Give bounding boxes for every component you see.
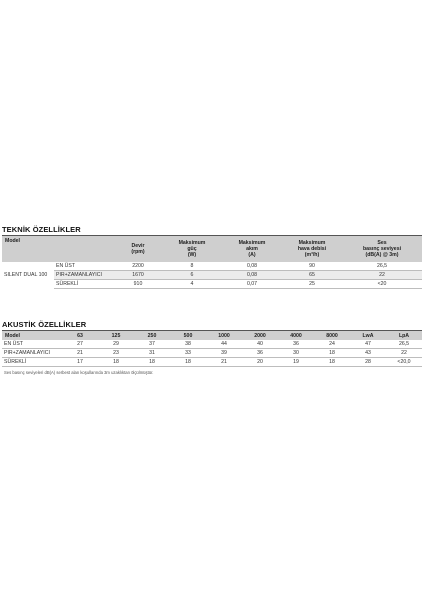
value-cell: 24	[314, 340, 350, 349]
value-cell: 910	[114, 280, 162, 289]
header-lpa: LpA	[386, 331, 422, 341]
value-cell: <20	[342, 280, 422, 289]
mode-cell: PIR+ZAMANLAYICI	[2, 349, 62, 358]
value-cell: 31	[134, 349, 170, 358]
value-cell: 36	[278, 340, 314, 349]
mode-cell: SÜREKLİ	[2, 358, 62, 367]
value-cell: 65	[282, 271, 342, 280]
value-cell: 8	[162, 262, 222, 271]
value-cell: 27	[62, 340, 98, 349]
header-500: 500	[170, 331, 206, 341]
value-cell: 20	[242, 358, 278, 367]
value-cell: 6	[162, 271, 222, 280]
technical-specs-section	[2, 224, 422, 289]
header-lwa: LwA	[350, 331, 386, 341]
value-cell: 22	[342, 271, 422, 280]
value-cell: 33	[170, 349, 206, 358]
technical-specs-table	[2, 235, 422, 289]
value-cell: 37	[134, 340, 170, 349]
value-cell: 43	[350, 349, 386, 358]
value-cell: 4	[162, 280, 222, 289]
value-cell: 19	[278, 358, 314, 367]
table-row	[2, 349, 422, 358]
table-row	[2, 262, 422, 271]
value-cell: 0,07	[222, 280, 282, 289]
value-cell: 18	[134, 358, 170, 367]
technical-specs-title: TEKNİK ÖZELLİKLER	[2, 225, 81, 234]
value-cell: 17	[62, 358, 98, 367]
value-cell: 47	[350, 340, 386, 349]
value-cell: <20,0	[386, 358, 422, 367]
header-ses: Ses basınç seviyesi (dB(A) @ 3m)	[342, 236, 422, 263]
value-cell: 21	[206, 358, 242, 367]
value-cell: 30	[278, 349, 314, 358]
acoustic-specs-table	[2, 330, 422, 367]
value-cell: 40	[242, 340, 278, 349]
model-name: SILENT DUAL 100	[4, 272, 48, 279]
table-row	[2, 280, 422, 289]
header-guc: Maksimum güç (W)	[162, 236, 222, 263]
value-cell: 22	[386, 349, 422, 358]
value-cell: 18	[314, 349, 350, 358]
value-cell: 29	[98, 340, 134, 349]
header-devir: Devir (rpm)	[114, 236, 162, 263]
value-cell: 36	[242, 349, 278, 358]
header-2000: 2000	[242, 331, 278, 341]
value-cell: 21	[62, 349, 98, 358]
value-cell: 44	[206, 340, 242, 349]
header-250: 250	[134, 331, 170, 341]
header-1000: 1000	[206, 331, 242, 341]
table-row	[2, 340, 422, 349]
mode-cell: EN ÜST	[2, 340, 62, 349]
value-cell: 26,5	[342, 262, 422, 271]
footnote: Ses basınç seviyeleri dB(A) serbest alan koşullarında 3m uzaklıktan ölçülmüştür.	[4, 370, 154, 375]
value-cell: 18	[314, 358, 350, 367]
mode-cell: PIR+ZAMANLAYICI	[54, 271, 114, 280]
table-row	[2, 271, 422, 280]
mode-cell: SÜREKLİ	[54, 280, 114, 289]
value-cell: 0,08	[222, 262, 282, 271]
value-cell: 1670	[114, 271, 162, 280]
value-cell: 23	[98, 349, 134, 358]
header-4000: 4000	[278, 331, 314, 341]
header-hava: Maksimum hava debisi (m³/h)	[282, 236, 342, 263]
acoustic-specs-title: AKUSTİK ÖZELLİKLER	[2, 320, 87, 329]
header-model: Model	[2, 236, 114, 263]
value-cell: 38	[170, 340, 206, 349]
value-cell: 2200	[114, 262, 162, 271]
table-row	[2, 358, 422, 367]
value-cell: 28	[350, 358, 386, 367]
value-cell: 26,5	[386, 340, 422, 349]
header-8000: 8000	[314, 331, 350, 341]
value-cell: 25	[282, 280, 342, 289]
header-model: Model	[2, 331, 62, 341]
acoustic-specs-section	[2, 319, 422, 375]
header-akim: Maksimum akım (A)	[222, 236, 282, 263]
value-cell: 0,08	[222, 271, 282, 280]
value-cell: 18	[98, 358, 134, 367]
header-63: 63	[62, 331, 98, 341]
mode-cell: EN ÜST	[54, 262, 114, 271]
header-125: 125	[98, 331, 134, 341]
value-cell: 90	[282, 262, 342, 271]
value-cell: 18	[170, 358, 206, 367]
value-cell: 39	[206, 349, 242, 358]
